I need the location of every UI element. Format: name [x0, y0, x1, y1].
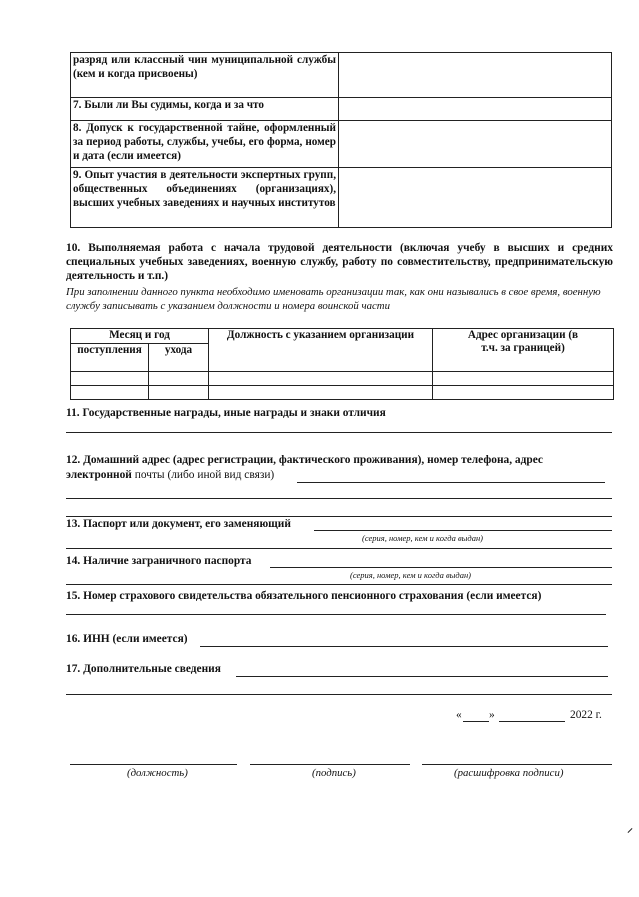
- cell[interactable]: [209, 372, 433, 386]
- row-value-clearance[interactable]: [339, 121, 612, 168]
- section-12-label-line2: [66, 468, 274, 482]
- position-caption: (должность): [127, 767, 188, 779]
- decoding-caption: (расшифровка подписи): [454, 767, 564, 779]
- cell[interactable]: [433, 372, 614, 386]
- section-13-label: 13. Паспорт или документ, его заменяющий: [66, 518, 291, 530]
- cell[interactable]: [71, 372, 149, 386]
- scan-mark: [628, 828, 633, 833]
- table-row: [71, 168, 612, 228]
- position-line[interactable]: [70, 764, 237, 765]
- section-12-label-line1: 12. Домашний адрес (адрес регистрации, фактического проживания), номер телефона, адрес: [66, 454, 543, 466]
- section-12-line-1[interactable]: [297, 482, 605, 483]
- cell[interactable]: [433, 386, 614, 400]
- row-label-clearance: 8. Допуск к государственной тайне, оформленный за период работы, службы, учебы, его форма, номер и дата (если имеется): [71, 121, 339, 168]
- row-value-expert-groups[interactable]: [339, 168, 612, 228]
- section-14-label: 14. Наличие заграничного паспорта: [66, 555, 252, 567]
- section-17-label: 17. Дополнительные сведения: [66, 663, 221, 675]
- section-15-label: 15. Номер страхового свидетельства обязательного пенсионного страхования (если имеется): [66, 590, 542, 602]
- date-year: 2022 г.: [570, 709, 602, 721]
- section-14-line-2[interactable]: [66, 584, 612, 585]
- section-14-line[interactable]: [270, 567, 612, 568]
- section-12-label-normal: почты (либо иной вид связи): [134, 469, 275, 481]
- section-15-line[interactable]: [66, 614, 606, 615]
- section-13-line-2[interactable]: [66, 548, 612, 549]
- work-history-table: [70, 328, 614, 400]
- decoding-line[interactable]: [422, 764, 612, 765]
- date-month-field[interactable]: [499, 721, 565, 722]
- date-day-field[interactable]: [463, 721, 489, 722]
- header-end: ухода: [149, 344, 209, 372]
- header-start: поступления: [71, 344, 149, 372]
- header-address: Адрес организации (в т.ч. за границей): [433, 329, 614, 372]
- signature-line[interactable]: [250, 764, 410, 765]
- section-13-line[interactable]: [314, 530, 612, 531]
- section-10-title: 10. Выполняемая работа с начала трудовой деятельности (включая учебу в высших и средних специальных учебных заведениях, военную службу, работу по совместительству, предпринимательскую деятельность и т.п.): [66, 242, 613, 282]
- personal-info-table: [70, 52, 612, 228]
- row-label-convictions: 7. Были ли Вы судимы, когда и за что: [71, 98, 339, 121]
- header-position: Должность с указанием организации: [209, 329, 433, 372]
- section-12-line-2[interactable]: [66, 498, 612, 499]
- table-row: [71, 121, 612, 168]
- signature-caption: (подпись): [312, 767, 356, 779]
- section-16-line[interactable]: [200, 646, 608, 647]
- cell[interactable]: [149, 372, 209, 386]
- section-14-caption: (серия, номер, кем и когда выдан): [350, 570, 471, 580]
- table-row[interactable]: [71, 386, 614, 400]
- row-label-expert-groups: 9. Опыт участия в деятельности экспертных групп, общественных объединениях (организациях), высших учебных заведениях и научных институтов: [71, 168, 339, 228]
- section-11-line[interactable]: [66, 432, 612, 433]
- table-row: [71, 98, 612, 121]
- date-close-quote: »: [489, 709, 495, 721]
- section-16-label: 16. ИНН (если имеется): [66, 633, 188, 645]
- cell[interactable]: [71, 386, 149, 400]
- section-10-note: При заполнении данного пункта необходимо именовать организации так, как они назывались в свое время, военную службу записывать с указанием должности и номера воинской части: [66, 286, 601, 312]
- table-header-row: [71, 329, 614, 344]
- row-label-rank: разряд или классный чин муниципальной службы (кем и когда присвоены): [71, 53, 339, 98]
- row-value-convictions[interactable]: [339, 98, 612, 121]
- date-open-quote: «: [456, 709, 462, 721]
- section-13-caption: (серия, номер, кем и когда выдан): [362, 533, 483, 543]
- section-17-line[interactable]: [236, 676, 608, 677]
- cell[interactable]: [149, 386, 209, 400]
- row-value-rank[interactable]: [339, 53, 612, 98]
- section-12-label-bold: электронной: [66, 469, 132, 481]
- section-11-label: 11. Государственные награды, иные награды и знаки отличия: [66, 407, 386, 419]
- table-row: [71, 53, 612, 98]
- table-row[interactable]: [71, 372, 614, 386]
- cell[interactable]: [209, 386, 433, 400]
- section-17-line-2[interactable]: [66, 694, 612, 695]
- header-month-year: Месяц и год: [71, 329, 209, 344]
